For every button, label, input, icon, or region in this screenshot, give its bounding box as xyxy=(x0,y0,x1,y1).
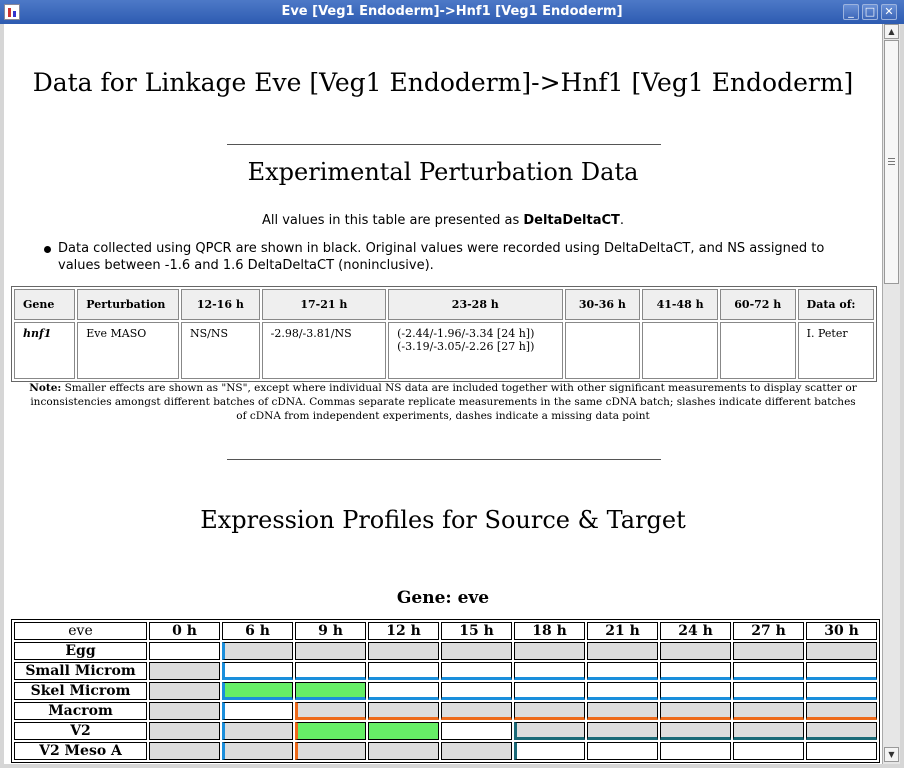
divider xyxy=(227,144,661,145)
section-title-expression: Expression Profiles for Source & Target xyxy=(200,506,686,534)
time-header: 15 h xyxy=(441,622,512,640)
expr-cell xyxy=(368,702,439,720)
gene-title: Gene: eve xyxy=(396,588,490,608)
expr-cell xyxy=(368,742,439,760)
row-label: Macrom xyxy=(14,702,147,720)
expr-cell xyxy=(295,702,366,720)
time-header: 27 h xyxy=(733,622,804,640)
table-note: Note: Smaller effects are shown as "NS", except where individual NS data are included together with other significant measurements to display scatter or inconsistencies amongst different batches of cDNA. Commas separate replicate measurements in the same cDNA batch; slashes indicate different batches of cDNA from independent experiments, dashes indicate a missing data point xyxy=(29,382,857,422)
cell-gene: hnf1 xyxy=(14,322,75,379)
header-perturbation: Perturbation xyxy=(77,289,179,320)
section-title-perturbation: Experimental Perturbation Data xyxy=(247,158,639,186)
header-23-28: 23-28 h xyxy=(388,289,562,320)
header-60-72: 60-72 h xyxy=(720,289,796,320)
expr-cell xyxy=(295,682,366,700)
values-note: All values in this table are presented as DeltaDeltaCT. xyxy=(261,213,625,228)
row-label: V2 Meso A xyxy=(14,742,147,760)
expr-cell xyxy=(514,722,585,740)
table-row xyxy=(14,322,874,379)
header-12-16: 12-16 h xyxy=(181,289,260,320)
time-header: 21 h xyxy=(587,622,658,640)
expr-cell xyxy=(733,642,804,660)
time-header: 24 h xyxy=(660,622,731,640)
expr-cell xyxy=(295,642,366,660)
expr-cell xyxy=(733,722,804,740)
expr-cell xyxy=(514,682,585,700)
cell-17-21: -2.98/-3.81/NS xyxy=(262,322,386,379)
row-label: Skel Microm xyxy=(14,682,147,700)
expr-cell xyxy=(733,742,804,760)
expr-cell xyxy=(149,642,220,660)
expr-cell xyxy=(587,722,658,740)
page-content xyxy=(4,24,882,764)
expr-cell xyxy=(441,662,512,680)
window-title: Eve [Veg1 Endoderm]->Hnf1 [Veg1 Endoderm] xyxy=(281,4,623,19)
expr-cell xyxy=(806,662,877,680)
cell-60-72 xyxy=(720,322,796,379)
expr-cell xyxy=(368,722,439,740)
expr-cell xyxy=(587,742,658,760)
expr-cell xyxy=(660,682,731,700)
table-header-row xyxy=(14,289,874,320)
bullet-note: Data collected using QPCR are shown in black. Original values were recorded using DeltaDeltaCT, and NS assigned to values between -1.6 and 1.6 DeltaDeltaCT (noninclusive). xyxy=(46,240,856,274)
row-label: V2 xyxy=(14,722,147,740)
scroll-up-button[interactable]: ▲ xyxy=(884,24,899,39)
expr-cell xyxy=(441,682,512,700)
title-bar xyxy=(0,0,904,24)
minimize-button[interactable]: _ xyxy=(843,4,859,20)
header-gene: Gene xyxy=(14,289,75,320)
expr-cell xyxy=(587,662,658,680)
table-row xyxy=(14,642,877,660)
expr-cell xyxy=(806,702,877,720)
expr-cell xyxy=(514,662,585,680)
time-header: 18 h xyxy=(514,622,585,640)
scroll-thumb[interactable] xyxy=(884,40,899,284)
divider xyxy=(227,459,661,460)
page-title: Data for Linkage Eve [Veg1 Endoderm]->Hnf1 [Veg1 Endoderm] xyxy=(32,68,854,97)
expr-cell xyxy=(660,722,731,740)
expr-cell xyxy=(514,742,585,760)
expression-table xyxy=(11,619,880,763)
expr-cell xyxy=(441,722,512,740)
time-header: 30 h xyxy=(806,622,877,640)
expr-cell xyxy=(149,662,220,680)
expr-cell xyxy=(368,642,439,660)
expr-cell xyxy=(441,702,512,720)
expr-cell xyxy=(295,742,366,760)
expr-cell xyxy=(222,742,293,760)
close-button[interactable]: ✕ xyxy=(881,4,897,20)
expr-cell xyxy=(295,722,366,740)
expr-cell xyxy=(368,662,439,680)
expr-cell xyxy=(149,742,220,760)
header-data-of: Data of: xyxy=(798,289,874,320)
header-30-36: 30-36 h xyxy=(565,289,641,320)
header-41-48: 41-48 h xyxy=(642,289,718,320)
table-row xyxy=(14,662,877,680)
expr-cell xyxy=(806,682,877,700)
expr-cell xyxy=(441,742,512,760)
expression-header-row xyxy=(14,622,877,640)
expr-cell xyxy=(733,662,804,680)
cell-30-36 xyxy=(565,322,641,379)
expr-cell xyxy=(587,702,658,720)
table-row xyxy=(14,702,877,720)
table-row xyxy=(14,742,877,760)
expr-cell xyxy=(660,702,731,720)
expr-cell xyxy=(222,722,293,740)
expr-cell xyxy=(514,642,585,660)
time-header: 12 h xyxy=(368,622,439,640)
maximize-button[interactable]: □ xyxy=(862,4,878,20)
values-note-unit: DeltaDeltaCT xyxy=(523,213,620,228)
cell-data-of: I. Peter xyxy=(798,322,874,379)
expr-cell xyxy=(441,642,512,660)
row-label: Egg xyxy=(14,642,147,660)
cell-23-28: (-2.44/-1.96/-3.34 [24 h]) (-3.19/-3.05/-2.26 [27 h]) xyxy=(388,322,562,379)
expr-cell xyxy=(149,722,220,740)
expr-cell xyxy=(660,742,731,760)
scroll-down-button[interactable]: ▼ xyxy=(884,747,899,762)
cell-12-16: NS/NS xyxy=(181,322,260,379)
expr-cell xyxy=(806,642,877,660)
expr-cell xyxy=(733,682,804,700)
table-row xyxy=(14,682,877,700)
expr-cell xyxy=(222,662,293,680)
time-header: 6 h xyxy=(222,622,293,640)
row-label: Small Microm xyxy=(14,662,147,680)
expr-cell xyxy=(733,702,804,720)
table-row xyxy=(14,722,877,740)
time-header: 0 h xyxy=(149,622,220,640)
perturbation-table xyxy=(11,286,877,382)
header-17-21: 17-21 h xyxy=(262,289,386,320)
time-header: 9 h xyxy=(295,622,366,640)
expr-cell xyxy=(587,642,658,660)
cell-perturbation: Eve MASO xyxy=(77,322,179,379)
expr-cell xyxy=(587,682,658,700)
expr-cell xyxy=(660,642,731,660)
expr-cell xyxy=(149,682,220,700)
expr-cell xyxy=(806,742,877,760)
expr-cell xyxy=(806,722,877,740)
expr-cell xyxy=(149,702,220,720)
expr-cell xyxy=(368,682,439,700)
expr-cell xyxy=(660,662,731,680)
vertical-scrollbar[interactable] xyxy=(882,24,900,764)
expr-cell xyxy=(514,702,585,720)
expr-cell xyxy=(295,662,366,680)
expr-cell xyxy=(222,702,293,720)
expr-cell xyxy=(222,682,293,700)
gene-label-header: eve xyxy=(14,622,147,640)
cell-41-48 xyxy=(642,322,718,379)
expr-cell xyxy=(222,642,293,660)
